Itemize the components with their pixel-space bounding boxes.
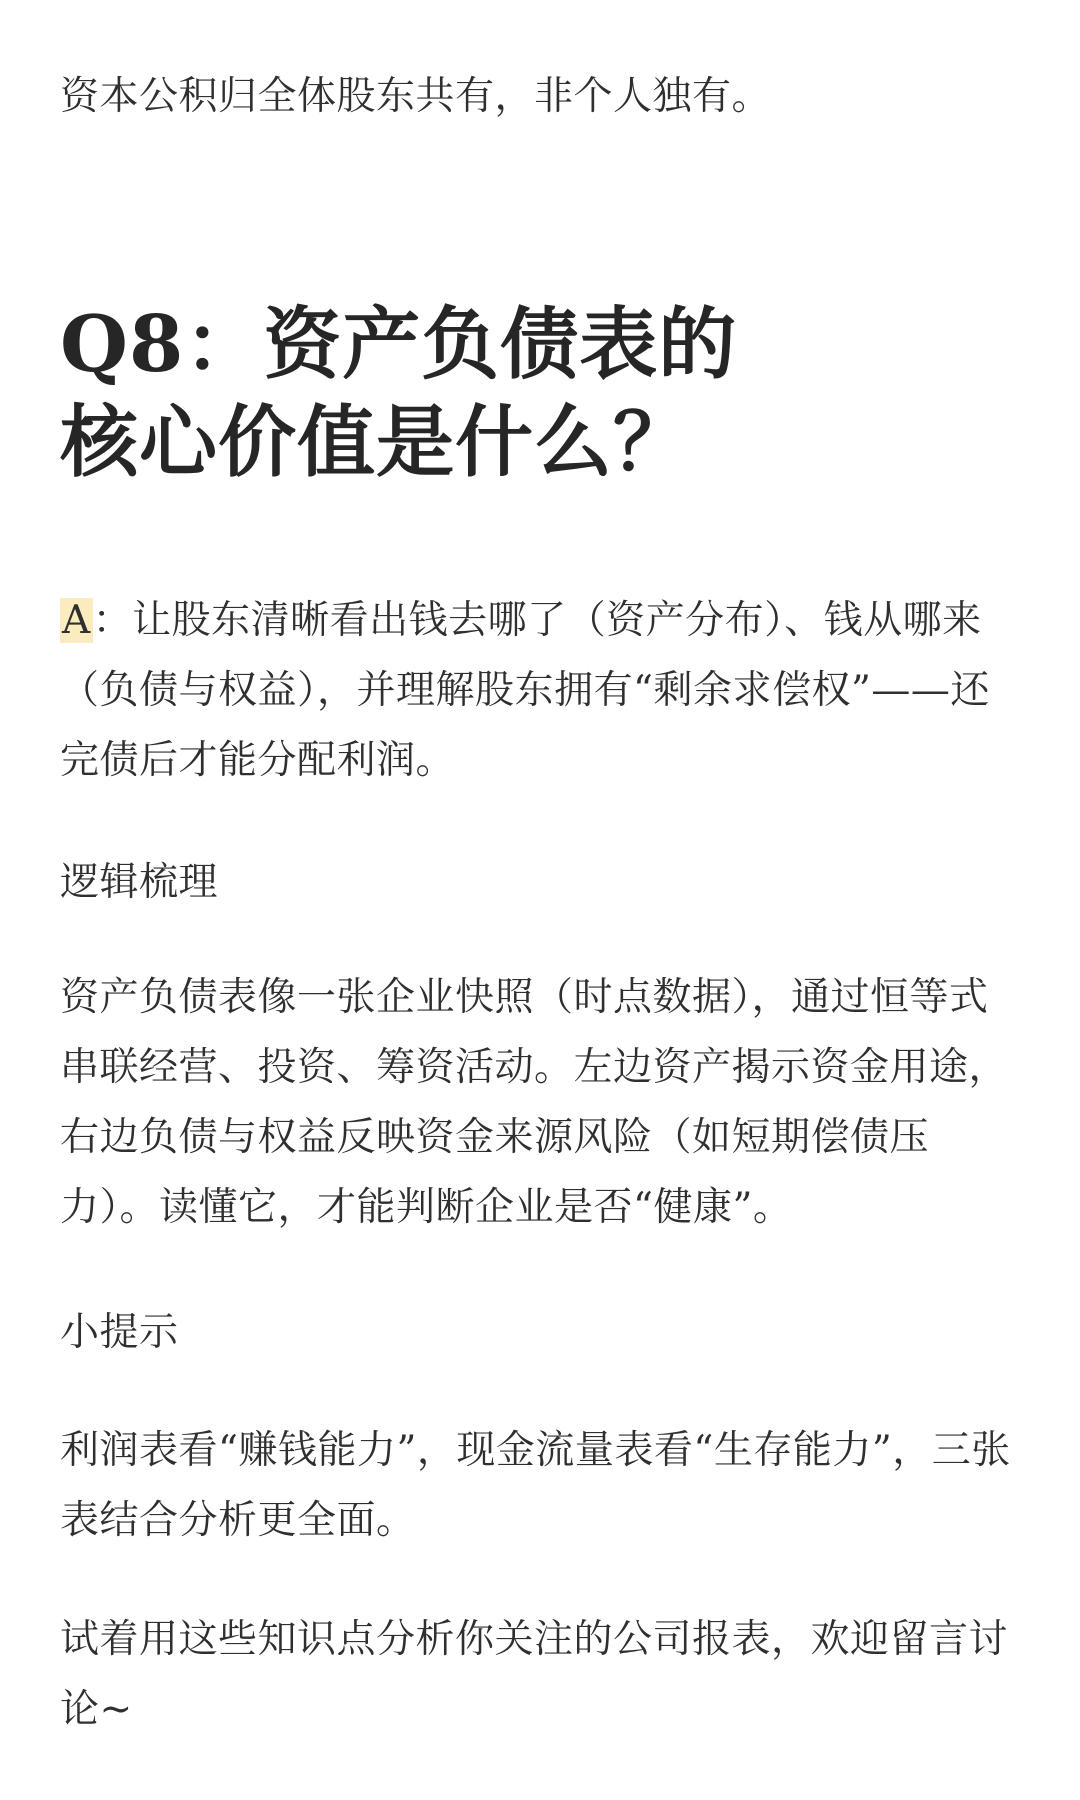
answer-marker[interactable]: A (62, 598, 91, 643)
question-heading (60, 296, 1020, 492)
answer-text: ：让股东清晰看出钱去哪了（资产分布）、钱从哪来（负债与权益），并理解股东拥有“剩余求偿权”——还完债后才能分配利润。 (60, 598, 990, 783)
question-heading-line-2: 核心价值是什么？ (60, 397, 693, 488)
tip-paragraph: 利润表看“赚钱能力”，现金流量表看“生存能力”，三张表结合分析更全面。 (60, 1428, 1011, 1543)
intro-paragraph: 资本公积归全体股东共有，非个人独有。 (60, 74, 772, 119)
answer-paragraph (60, 586, 1020, 796)
question-heading-line-1: Q8：资产负债表的 (60, 299, 738, 390)
section-title-tip: 小提示 (60, 1310, 179, 1355)
logic-paragraph: 资产负债表像一张企业快照（时点数据），通过恒等式串联经营、投资、筹资活动。左边资产揭示资金用途，右边负债与权益反映资金来源风险（如短期偿债压力）。读懂它，才能判断企业是否“健康”。 (60, 975, 1009, 1230)
outro-paragraph: 试着用这些知识点分析你关注的公司报表，欢迎留言讨论~ (60, 1617, 1009, 1732)
section-title-logic: 逻辑梳理 (60, 860, 219, 905)
